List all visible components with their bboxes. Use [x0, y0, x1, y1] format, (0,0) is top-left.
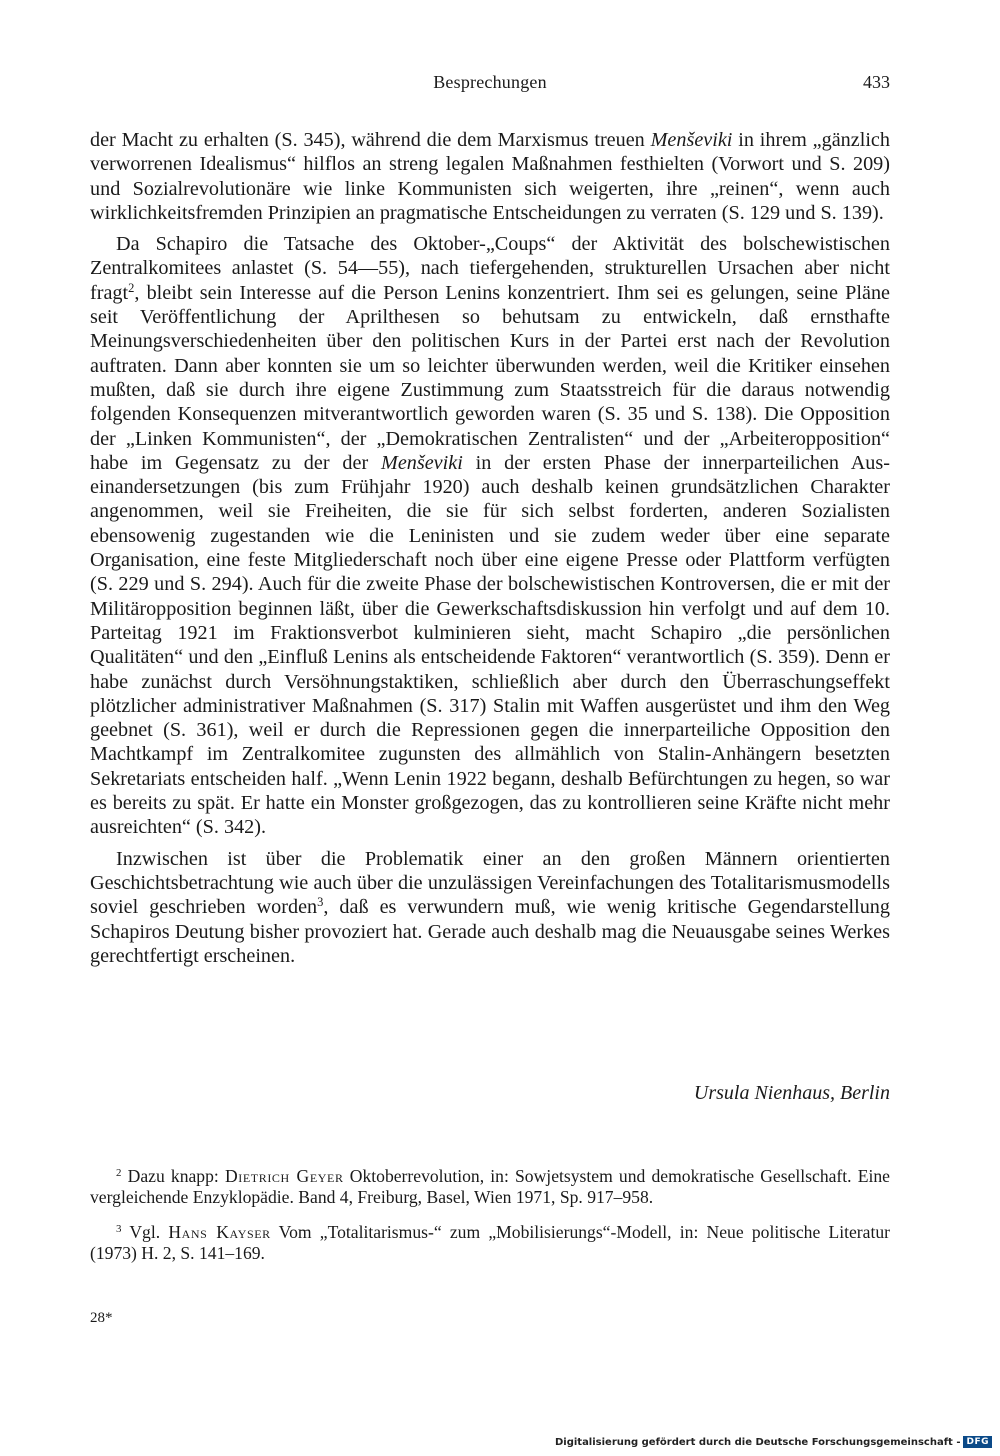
footnote-3	[90, 1222, 890, 1265]
footnote-ref-3: 3	[317, 895, 324, 910]
paragraph-3	[90, 847, 890, 968]
footnote-text: Vom „Totalitarismus-“ zum „Mobilisierungs“-Modell, in: Neue politische Literatur (1973) H. 2, S. 141–169.	[90, 1221, 890, 1264]
paragraph-1	[90, 128, 890, 225]
paragraph-2-text: Da Schapiro die Tatsache des Oktober-„Coups“ der Aktivität des bolschewistischen Zentralkomitees anlastet (S. 54—55), nach tiefergehenden, strukturellen Ursachen aber nicht fragt	[90, 233, 890, 304]
italic-term: Menševiki	[650, 129, 733, 151]
funding-text: Digitalisierung gefördert durch die Deutsche Forschungsgemeinschaft -	[554, 1436, 961, 1448]
paragraph-3-text: , daß es verwundern muß, wie wenig kritische Gegendarstellung Schapiros Deutung bisher provoziert hat. Gerade auch deshalb mag die Neuausgabe seines Werkes gerechtfertigt erscheinen.	[90, 896, 890, 967]
footnote-text: Vgl.	[129, 1221, 169, 1242]
funding-note	[555, 1436, 992, 1448]
paragraph-2	[90, 232, 890, 839]
footnote-text: Dazu knapp:	[127, 1166, 225, 1186]
page-number: 433	[863, 72, 890, 92]
footnote-ref-2: 2	[128, 280, 135, 295]
paragraph-1-text: in ihrem „gänzlich verworrenen Idealismus“ hilflos an streng legalen Maßnahmen festhielten (Vorwort und S. 209) und Sozialrevolutionäre wie linke Kommunisten sich weigerten, ihre „reinen“, wenn auch wirklichkeitsfremden Prinzipien an pragmatische Entscheidungen zu verraten (S. 129 und S. 139).	[90, 129, 890, 224]
footnote-author: Dietrich Geyer	[224, 1166, 344, 1186]
footnotes	[90, 1166, 890, 1278]
paragraph-1-text: der Macht zu erhalten (S. 345), während die dem Marxismus treuen	[90, 129, 651, 151]
footnote-number: 3	[116, 1222, 122, 1235]
paragraph-3-text: Inzwischen ist über die Problematik einer an den großen Männern orientierten Geschichtsbetrachtung wie auch über die unzulässigen Vereinfachungen des Totalitarismusmodells soviel geschrieben worden	[90, 847, 890, 919]
running-head: Besprechungen	[433, 72, 547, 92]
italic-term: Menševiki	[381, 451, 463, 474]
footnote-text: Oktoberrevolution, in: Sowjetsystem und demokratische Gesellschaft. Eine vergleichende Enzyklopädie. Band 4, Freiburg, Basel, Wien 1971, Sp. 917–958.	[90, 1166, 890, 1208]
signature-mark: 28*	[90, 1310, 113, 1326]
page-header	[90, 72, 890, 100]
author-signature: Ursula Nienhaus, Berlin	[693, 1082, 890, 1104]
footnote-2	[90, 1166, 890, 1209]
paragraph-2-text: in der ersten Phase der innerparteilichen Auseinandersetzungen (bis zum Frühjahr 1920) auch deshalb keinen grundsätzlichen Charakter angenommen, weil sie Freiheiten, die sie für sich selbst forderten, anderen Sozialisten ebensowenig zugestanden wie die Leninisten und sie zudem weder über eine separate Organisation, eine feste Mitgliederschaft noch über eine eigene Presse oder Plattform verfügten (S. 229 und S. 294). Auch für die zweite Phase der bolschewistischen Kontroversen, die er mit der Militäropposition beginnen läßt, über die Gewerkschaftsdiskussion hin verfolgt und auf dem 10. Parteitag 1921 im Fraktionsverbot kulminieren sieht, macht Schapiro „die persönlichen Qualitäten“ und den „Einfluß Lenins als entscheidende Faktoren“ verantwortlich (S. 359). Denn er habe zunächst durch Versöhnungstaktiken, schließlich aber durch den Überraschungseffekt plötzlicher administrativer Maßnahmen (S. 317) Stalin mit Waffen ausgerüstet und ihm den Weg geebnet (S. 361), weil er durch die Repressionen gegen die innerparteiliche Opposition den Machtkampf im Zentralkomitee zugunsten des allmählich von Stalin-Anhängern besetzten Sekretariats entscheiden half. „Wenn Lenin 1922 begann, deshalb Befürchtungen zu hegen, so war es bereits zu spät. Er hatte ein Monster großgezogen, das zu kontrollieren seine Kräfte nicht mehr ausreichten“ (S. 342).	[90, 451, 890, 839]
body-text	[90, 128, 890, 975]
footnote-number: 2	[116, 1167, 122, 1179]
paragraph-2-text: , bleibt sein Interesse auf die Person Lenins konzentriert. Ihm sei es gelungen, seine Pläne seit Veröffentlichung der Aprilthesen so behutsam zu entwickeln, daß ernsthafte Meinungsverschiedenheiten über den politischen Kurs in der Partei erst nach der Revolution auftraten. Dann aber konnten sie um so leichter überwunden werden, weil die Kritiker einsehen mußten, daß sie durch ihre eigene Zustimmung zum Staatsstreich für die daraus notwendig folgenden Konsequenzen mitverantwortlich geworden waren (S. 35 und S. 138). Die Opposition der „Linken Kommunisten“, der „Demokratischen Zentralisten“ und der „Arbeiteropposition“ habe im Gegensatz zu der der	[90, 281, 890, 474]
dfg-logo: DFG	[963, 1436, 992, 1448]
footnote-author: Hans Kayser	[168, 1221, 271, 1242]
